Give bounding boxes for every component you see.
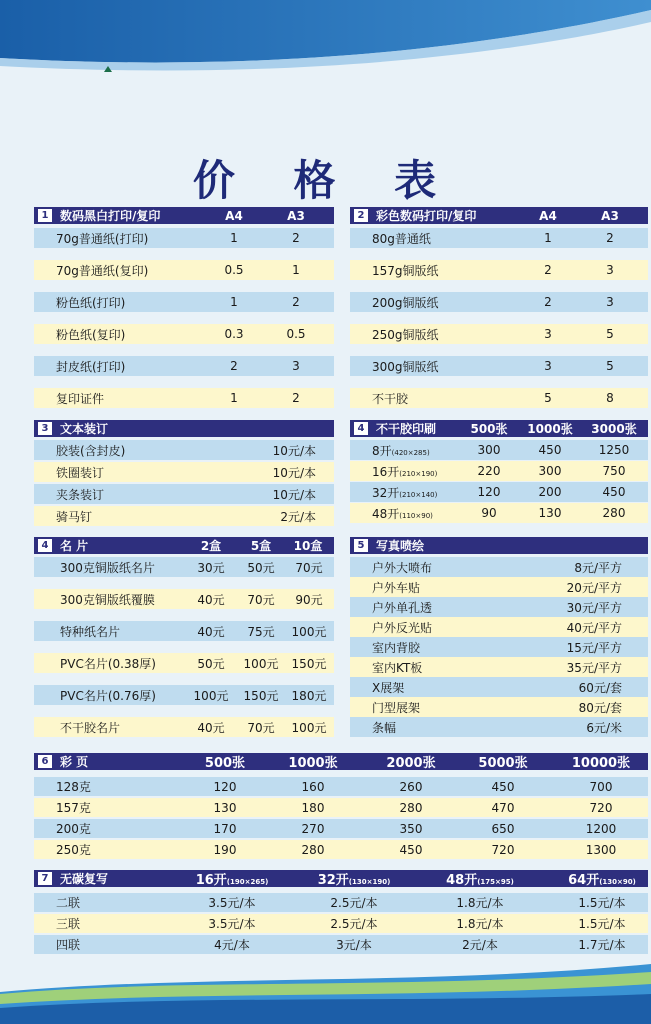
col-dim: (130×90) [599,878,636,886]
price-cell: 1.5元/本 [578,917,626,931]
row-name: 复印证件 [56,391,105,406]
section-number: 6 [38,755,52,768]
section-title: 无碳复写 [60,872,109,886]
price-a3: 3 [292,359,300,373]
row-name [372,463,437,480]
row-price: 10元/本 [272,465,316,480]
table-row [34,798,648,817]
table-row [34,388,334,408]
row-name: 300g铜版纸 [372,359,439,374]
price-cell: 130 [213,800,237,815]
col-dim: (175×95) [477,878,514,886]
price-cell: 280 [399,800,423,815]
price-a4: 0.3 [224,327,244,341]
table-row [350,461,648,481]
row-price: 6元/米 [586,720,622,735]
table-row [34,685,334,705]
price-a4: 5 [544,391,552,405]
price-cell: 720 [589,800,613,815]
price-cell: 3.5元/本 [208,917,256,931]
price-a4: 3 [544,327,552,341]
row-name: 157g铜版纸 [372,263,439,278]
price-5box: 50元 [247,560,275,575]
row-name: 不干胶 [372,391,409,406]
price-a3: 8 [606,391,614,405]
price-a3: 3 [606,263,614,277]
price-a3: 2 [292,295,300,309]
table-row [350,228,648,248]
table-row [34,292,334,312]
row-name: 室内KT板 [372,660,423,675]
size-dim: (210×140) [399,490,438,499]
row-name: PVC名片(0.38厚) [60,656,156,671]
section-header [34,207,334,224]
price-5box: 70元 [247,592,275,607]
price-10box: 100元 [291,720,327,735]
bottom-wave-decoration [0,964,651,1024]
row-name: 封皮纸(打印) [56,359,126,374]
section-rows [34,893,648,954]
price-a4: 0.5 [224,263,244,277]
price-3000: 280 [602,506,626,520]
table-row [350,657,648,677]
price-cell: 1.5元/本 [578,896,626,910]
section-title: 写真喷绘 [376,539,425,553]
price-cell: 280 [301,842,325,857]
table-row [350,503,648,523]
col-header: 5盒 [250,539,272,553]
page-title: 价 格 表 [192,156,459,205]
price-cell: 120 [213,779,237,794]
table-row [34,935,648,954]
row-name: 250克 [56,843,91,857]
price-cell: 1.7元/本 [578,938,626,952]
price-cell: 170 [213,821,237,836]
section-rows [34,777,648,859]
table-row [350,292,648,312]
col-header: 5000张 [478,756,528,771]
price-2box: 40元 [197,592,225,607]
section-rows [350,557,648,737]
section-rows [34,440,334,526]
price-5box: 150元 [243,688,279,703]
price-2box: 40元 [197,624,225,639]
table-row [34,324,334,344]
table-row [34,893,648,912]
row-name: X展架 [372,680,405,695]
row-name [372,505,433,522]
col-header: 10盒 [293,539,323,553]
row-name: 户外单孔透 [372,600,433,615]
table-row [350,597,648,617]
price-a4: 3 [544,359,552,373]
size-label: 48开 [372,506,400,521]
row-price: 35元/平方 [566,660,622,675]
row-price: 10元/本 [272,487,316,502]
row-name: 胶装(含封皮) [56,443,126,458]
row-price: 60元/套 [578,680,622,695]
price-a3: 2 [292,391,300,405]
row-price: 2元/本 [280,509,316,524]
price-cell: 3.5元/本 [208,896,256,910]
col-header [184,869,280,888]
price-2box: 30元 [197,560,225,575]
table-row [34,462,334,482]
table-row [350,440,648,460]
price-cell: 1.8元/本 [456,917,504,931]
price-cell: 1200 [585,821,617,836]
price-1000: 450 [538,443,562,457]
table-row [34,228,334,248]
table-row [34,356,334,376]
table-row [350,388,648,408]
price-2box: 40元 [197,720,225,735]
row-name: 室内背胶 [372,640,421,655]
price-5box: 75元 [247,624,275,639]
col-header: A4 [225,208,243,223]
row-name [372,484,437,501]
col-size: 48开 [446,873,478,888]
section-title: 彩 页 [60,755,89,769]
price-cell: 1.8元/本 [456,896,504,910]
section-header [34,753,648,770]
table-row [350,557,648,577]
price-1000: 300 [538,464,562,478]
col-size: 32开 [317,873,349,888]
price-a4: 2 [544,295,552,309]
price-a4: 2 [230,359,238,373]
section-binding [34,420,334,526]
col-size: 64开 [568,873,600,888]
price-10box: 100元 [291,624,327,639]
row-price: 20元/平方 [566,580,622,595]
table-row [34,819,648,838]
price-a4: 1 [230,391,238,405]
section-sticker-print [350,420,648,523]
size-dim: (420×285) [391,448,430,457]
col-dim: (130×190) [348,878,391,886]
price-5box: 70元 [247,720,275,735]
table-row [34,914,648,933]
price-cell: 270 [301,821,325,836]
row-price: 30元/平方 [566,600,622,615]
section-business-card [34,537,334,737]
row-price: 40元/平方 [566,620,622,635]
price-2box: 100元 [193,688,229,703]
price-a3: 5 [606,359,614,373]
price-5box: 100元 [243,656,279,671]
price-500: 120 [477,485,501,499]
table-row [34,440,334,460]
row-price: 10元/本 [272,443,316,458]
row-name: 粉色纸(复印) [56,327,126,342]
col-header [306,869,402,888]
col-header: 500张 [204,756,246,771]
section-color-print [350,207,648,408]
price-10box: 90元 [295,592,323,607]
row-name: 骑马钉 [56,509,93,524]
col-header [432,869,528,888]
size-label: 8开 [372,443,392,458]
price-a3: 2 [606,231,614,245]
section-rows [350,440,648,523]
table-row [34,484,334,504]
row-name: 80g普通纸 [372,231,431,246]
row-price: 80元/套 [578,700,622,715]
col-header: A3 [287,208,305,223]
row-name: 三联 [56,917,81,931]
price-cell: 700 [589,779,613,794]
price-cell: 650 [491,821,515,836]
row-name: 157克 [56,801,91,815]
size-label: 32开 [372,485,400,500]
price-a4: 1 [230,231,238,245]
row-name: 特种纸名片 [60,624,121,639]
price-cell: 2元/本 [462,938,498,952]
price-3000: 750 [602,464,626,478]
col-header: 1000张 [527,422,573,436]
row-name: 70g普通纸(打印) [56,231,149,246]
section-header [350,207,648,224]
row-name: 夹条装订 [56,487,105,502]
row-price: 8元/平方 [574,560,622,575]
table-row [34,557,334,577]
col-size: 16开 [195,873,227,888]
row-name: PVC名片(0.76厚) [60,688,156,703]
size-label: 16开 [372,464,400,479]
section-photo-print [350,537,648,737]
price-cell: 450 [491,779,515,794]
section-number: 1 [38,209,52,222]
price-3000: 450 [602,485,626,499]
price-1000: 130 [538,506,562,520]
section-header [34,537,334,554]
table-row [350,577,648,597]
section-title: 名 片 [60,539,89,553]
price-a3: 5 [606,327,614,341]
price-1000: 200 [538,485,562,499]
col-header: A3 [601,208,619,223]
section-number: 7 [38,872,52,885]
row-name: 户外大喷布 [372,560,433,575]
price-500: 300 [477,443,501,457]
price-cell: 1300 [585,842,617,857]
col-header [554,869,650,888]
price-a3: 1 [292,263,300,277]
size-dim: (210×190) [399,469,438,478]
price-10box: 180元 [291,688,327,703]
row-name: 条幅 [372,720,397,735]
row-name: 四联 [56,938,81,952]
price-2box: 50元 [197,656,225,671]
table-row [34,777,648,796]
section-rows [34,557,334,737]
row-name: 粉色纸(打印) [56,295,126,310]
price-cell: 180 [301,800,325,815]
price-cell: 4元/本 [214,938,250,952]
section-carbonless [34,870,648,954]
row-name: 二联 [56,896,81,910]
row-name: 铁圈装订 [56,465,105,480]
price-cell: 2.5元/本 [330,896,378,910]
row-name: 250g铜版纸 [372,327,439,342]
row-name: 200克 [56,822,91,836]
table-row [34,840,648,859]
price-cell: 2.5元/本 [330,917,378,931]
price-a4: 1 [544,231,552,245]
table-row [34,653,334,673]
row-name: 70g普通纸(复印) [56,263,149,278]
price-500: 220 [477,464,501,478]
row-price: 15元/平方 [566,640,622,655]
section-number: 4 [354,422,368,435]
section-number: 4 [38,539,52,552]
section-title: 彩色数码打印/复印 [376,209,477,223]
table-row [34,506,334,526]
price-a4: 1 [230,295,238,309]
row-name: 200g铜版纸 [372,295,439,310]
table-row [34,717,334,737]
table-row [350,617,648,637]
row-name: 300克铜版纸覆膜 [60,592,155,607]
price-cell: 350 [399,821,423,836]
col-header: 500张 [470,422,508,436]
row-name: 户外反光贴 [372,620,433,635]
section-number: 5 [354,539,368,552]
section-header [34,870,648,887]
section-header [350,537,648,554]
row-name: 不干胶名片 [60,720,121,735]
section-header [34,420,334,437]
row-name [372,442,430,459]
table-row [350,677,648,697]
table-row [350,697,648,717]
section-number: 2 [354,209,368,222]
price-a3: 3 [606,295,614,309]
section-title: 不干胶印刷 [376,422,437,436]
price-cell: 720 [491,842,515,857]
row-name: 300克铜版纸名片 [60,560,155,575]
section-bw-print [34,207,334,408]
section-title: 数码黑白打印/复印 [60,209,161,223]
price-a4: 2 [544,263,552,277]
col-header: 3000张 [591,422,637,436]
table-row [350,482,648,502]
price-cell: 160 [301,779,325,794]
table-row [34,260,334,280]
price-3000: 1250 [598,443,630,457]
col-header: 10000张 [571,756,631,771]
table-row [34,589,334,609]
col-header: A4 [539,208,557,223]
col-header: 2000张 [386,756,436,771]
price-cell: 470 [491,800,515,815]
row-name: 128克 [56,780,91,794]
price-cell: 260 [399,779,423,794]
size-dim: (110×90) [399,511,433,520]
table-row [350,324,648,344]
price-a3: 2 [292,231,300,245]
price-500: 90 [481,506,497,520]
table-row [350,260,648,280]
section-number: 3 [38,422,52,435]
col-header: 1000张 [288,756,338,771]
table-row [350,717,648,737]
table-row [350,356,648,376]
table-row [350,637,648,657]
price-10box: 70元 [295,560,323,575]
section-rows [34,228,334,408]
col-header: 2盒 [200,539,222,553]
top-wave-decoration [0,0,651,80]
price-a3: 0.5 [286,327,306,341]
section-header [350,420,648,437]
row-name: 门型展架 [372,700,421,715]
price-cell: 3元/本 [336,938,372,952]
row-name: 户外车贴 [372,580,421,595]
price-10box: 150元 [291,656,327,671]
section-rows [350,228,648,408]
section-title: 文本装订 [60,422,109,436]
col-dim: (190×265) [226,878,269,886]
price-cell: 450 [399,842,423,857]
table-row [34,621,334,641]
section-flyer [34,753,648,859]
price-cell: 190 [213,842,237,857]
